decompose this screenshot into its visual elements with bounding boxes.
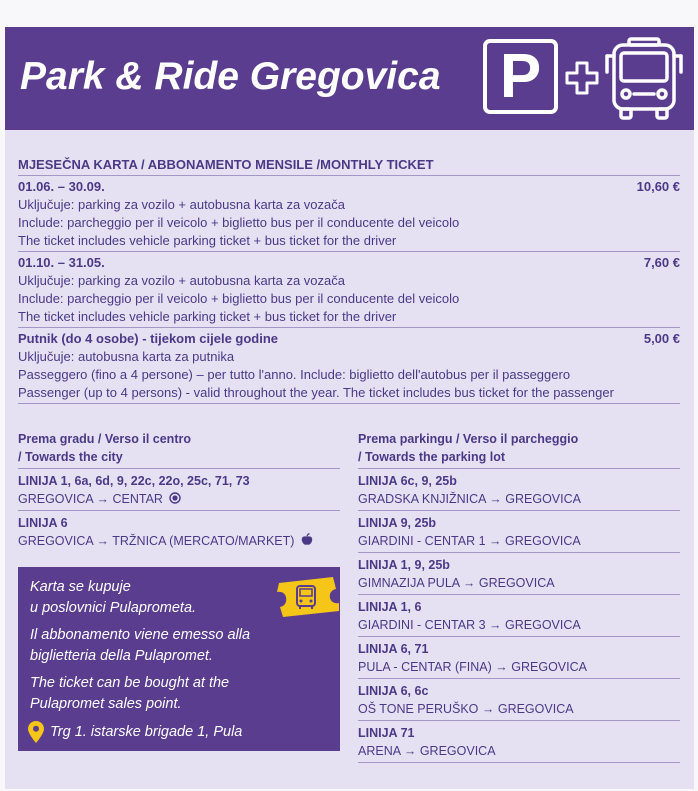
ticket-period: 01.10. – 31.05.	[18, 255, 105, 270]
monthly-heading: MJESEČNA KARTA / ABBONAMENTO MENSILE /MONTHLY TICKET	[18, 157, 434, 172]
route-lines: LINIJA 9, 25b	[358, 516, 437, 530]
route-lines: LINIJA 1, 6	[358, 600, 422, 614]
purchase-en-2: Pulapromet sales point.	[30, 696, 182, 712]
ticket-desc-hr: Uključuje: parking za vozilo + autobusna karta za vozača	[18, 273, 345, 288]
divider	[18, 175, 680, 176]
monthly-ticket-section	[18, 156, 680, 406]
divider	[18, 251, 680, 252]
ticket-price: 10,60 €	[636, 179, 680, 194]
divider	[18, 403, 680, 404]
ticket-desc-it: Passeggero (fino a 4 persone) – per tutto l'anno. Include: biglietto dell'autobus per il passeggero	[18, 367, 571, 382]
ticket-passenger	[18, 330, 680, 402]
ticket-period: 01.06. – 30.09.	[18, 179, 105, 194]
apple-icon	[301, 533, 313, 546]
route-lines: LINIJA 6, 71	[358, 642, 429, 656]
divider	[18, 510, 340, 511]
divider	[358, 468, 680, 469]
ticket-desc-hr: Uključuje: parking za vozilo + autobusna karta za vozača	[18, 197, 345, 212]
route-stops: GIARDINI - CENTAR 3 → GREGOVICA	[358, 618, 581, 632]
purchase-text	[30, 577, 250, 715]
parking-icon: P	[483, 39, 558, 114]
target-icon	[169, 492, 181, 504]
ticket-price: 7,60 €	[643, 255, 680, 270]
route-lines: LINIJA 6, 6c	[358, 684, 429, 698]
towards-parking-column	[358, 430, 680, 766]
ticket-desc-en: The ticket includes vehicle parking ticket + bus ticket for the driver	[18, 233, 397, 248]
towards-city-column	[18, 430, 340, 550]
location-pin-icon	[28, 721, 44, 743]
route-stops: PULA - CENTAR (FINA) → GREGOVICA	[358, 660, 587, 674]
route-stops-text: GREGOVICA → TRŽNICA (MERCATO/MARKET)	[18, 534, 295, 548]
divider	[18, 327, 680, 328]
divider	[358, 594, 680, 595]
ticket-desc-hr: Uključuje: autobusna karta za putnika	[18, 349, 235, 364]
park-ride-card	[5, 27, 694, 789]
sales-point-address: Trg 1. istarske brigade 1, Pula	[50, 724, 243, 740]
route-stops: ARENA → GREGOVICA	[358, 744, 496, 758]
route-stops: GIARDINI - CENTAR 1 → GREGOVICA	[358, 534, 581, 548]
purchase-it-1: Il abbonamento viene emesso alla	[30, 627, 251, 643]
divider	[18, 468, 340, 469]
ticket-icon	[273, 575, 341, 619]
route-stops: OŠ TONE PERUŠKO → GREGOVICA	[358, 702, 574, 716]
purchase-it-2: biglietteria della Pulapromet.	[30, 648, 213, 664]
plus-icon	[565, 55, 599, 95]
ticket-desc-it: Include: parcheggio per il veicolo + biglietto bus per il conducente del veicolo	[18, 291, 460, 306]
route-stops	[18, 490, 340, 508]
ticket-winter	[18, 254, 680, 326]
purchase-en-1: The ticket can be bought at the	[30, 675, 230, 691]
to-city-subheading: / Towards the city	[18, 450, 123, 464]
route-stops	[18, 532, 340, 550]
ticket-desc-en: Passenger (up to 4 persons) - valid throughout the year. The ticket includes bus ticket for the passenger	[18, 385, 614, 400]
route-lines: LINIJA 71	[358, 726, 415, 740]
route-lines: LINIJA 1, 9, 25b	[358, 558, 450, 572]
page-title: Park & Ride Gregovica	[20, 55, 441, 98]
ticket-price: 5,00 €	[643, 331, 680, 346]
to-parking-heading: Prema parkingu / Verso il parcheggio	[358, 432, 579, 446]
ticket-desc-it: Include: parcheggio per il veicolo + biglietto bus per il conducente del veicolo	[18, 215, 460, 230]
bus-icon	[601, 36, 687, 122]
route-stops: GIMNAZIJA PULA → GREGOVICA	[358, 576, 555, 590]
route-lines: LINIJA 1, 6a, 6d, 9, 22c, 22o, 25c, 71, 73	[18, 474, 250, 488]
route-lines: LINIJA 6	[18, 516, 68, 530]
route-stops: GRADSKA KNJIŽNICA → GREGOVICA	[358, 492, 581, 506]
ticket-desc-en: The ticket includes vehicle parking ticket + bus ticket for the driver	[18, 309, 397, 324]
purchase-info-box	[18, 567, 340, 751]
to-city-heading: Prema gradu / Verso il centro	[18, 432, 191, 446]
route-stops-text: GREGOVICA → CENTAR	[18, 492, 163, 506]
route-lines: LINIJA 6c, 9, 25b	[358, 474, 457, 488]
divider	[358, 762, 680, 763]
ticket-summer	[18, 178, 680, 250]
divider	[358, 720, 680, 721]
divider	[358, 510, 680, 511]
header-banner	[5, 27, 694, 130]
divider	[358, 552, 680, 553]
purchase-hr-1: Karta se kupuje	[30, 579, 131, 595]
ticket-period: Putnik (do 4 osobe) - tijekom cijele godine	[18, 331, 279, 346]
divider	[358, 678, 680, 679]
purchase-hr-2: u poslovnici Pulaprometa.	[30, 600, 197, 616]
divider	[358, 636, 680, 637]
to-parking-subheading: / Towards the parking lot	[358, 450, 506, 464]
